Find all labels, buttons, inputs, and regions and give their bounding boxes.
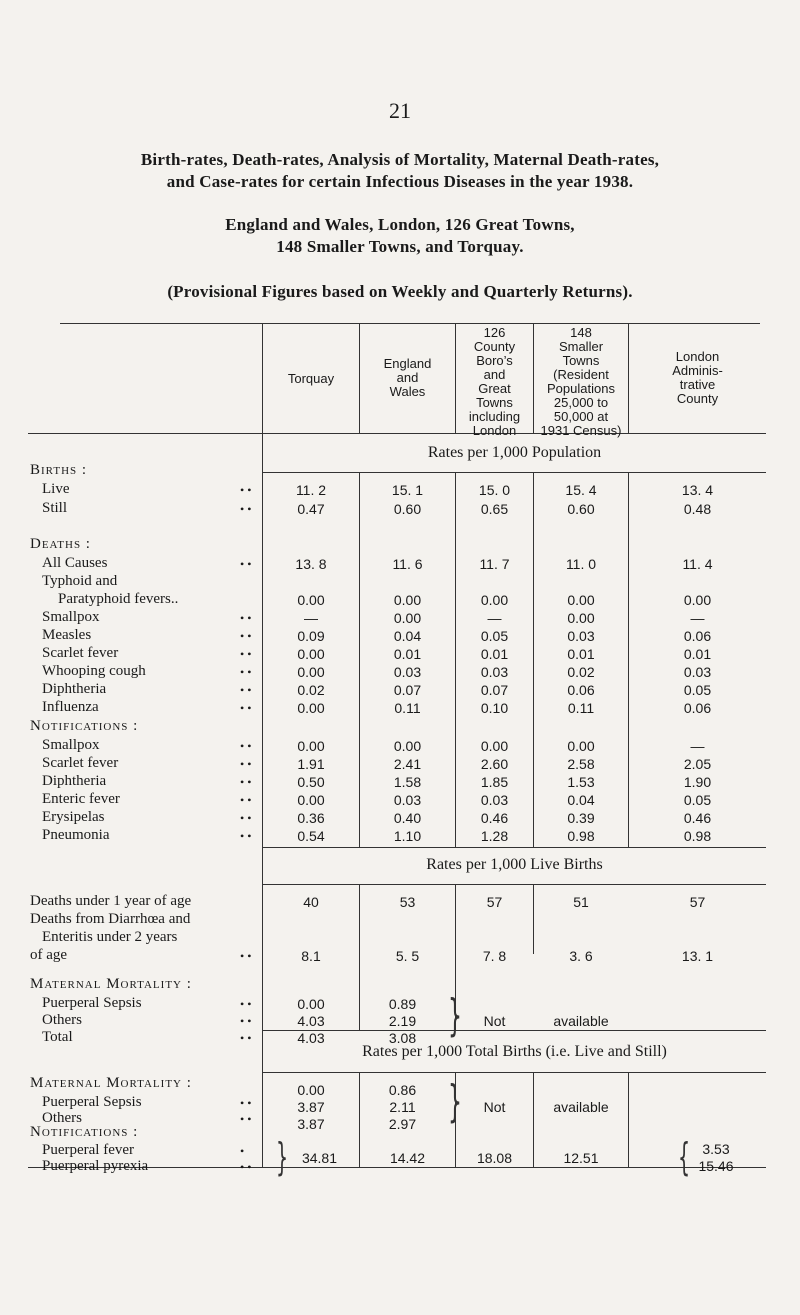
row-label: Smallpox — [42, 737, 100, 753]
leader-dots: • • — [240, 949, 252, 963]
cell: 0.60 — [393, 501, 422, 517]
cell: — — [487, 610, 502, 626]
cell: 0.54 — [297, 828, 325, 844]
cell: 0.03 — [393, 664, 422, 680]
row-label: Erysipelas — [42, 809, 105, 825]
cell: 11. 0 — [565, 556, 597, 572]
cell: 53 — [399, 894, 416, 910]
leader-dots: • • — [240, 775, 252, 789]
band-rates-population: Rates per 1,000 Population — [427, 444, 602, 461]
cell: 2.41 — [393, 756, 422, 772]
section-deaths: Deaths : — [30, 536, 91, 552]
title-line-1: Birth-rates, Death-rates, Analysis of Mortality, Maternal Death-rates, — [140, 150, 660, 169]
cell: 7. 8 — [482, 948, 507, 964]
cell: 0.00 — [297, 792, 325, 808]
cell: 0.11 — [394, 700, 421, 716]
cell: 0.89 — [388, 996, 417, 1012]
cell: 0.00 — [297, 1082, 325, 1098]
cell: 0.98 — [683, 828, 712, 844]
cell: 0.00 — [480, 592, 509, 608]
leader-dots: • • — [240, 647, 252, 661]
cell: 2.60 — [480, 756, 509, 772]
brace-left: { — [678, 1135, 691, 1179]
cell: 0.05 — [683, 792, 712, 808]
cell: 0.03 — [480, 664, 509, 680]
section-notifications: Notifications : — [30, 718, 139, 734]
row-label: Whooping cough — [42, 663, 146, 679]
row-label: Scarlet fever — [42, 755, 119, 771]
cell: — — [690, 610, 705, 626]
row-label: Others — [42, 1110, 82, 1126]
cell: 0.00 — [297, 700, 325, 716]
leader-dots: • • — [240, 483, 252, 497]
cell: 8.1 — [301, 948, 321, 964]
page-number: 21 — [389, 98, 411, 123]
cell: 0.00 — [393, 610, 422, 626]
leader-dots: • • — [240, 611, 252, 625]
cell: 12.51 — [563, 1150, 599, 1166]
row-label: Puerperal pyrexia — [42, 1158, 149, 1174]
cell: 0.50 — [297, 774, 325, 790]
brace-right: } — [448, 990, 462, 1041]
cell: 0.05 — [683, 682, 712, 698]
cell: 0.06 — [683, 628, 712, 644]
not-available-label: Not — [483, 1013, 506, 1029]
row-label: Enteric fever — [42, 791, 120, 807]
section-births: Births : — [30, 462, 88, 478]
row-label: Typhoid and — [42, 573, 118, 589]
subtitle-line-2: 148 Smaller Towns, and Torquay. — [276, 237, 524, 256]
col-head-148-towns: 148 Smaller Towns (Resident Populations 25,000 to 50,000 at 1931 Census) — [540, 325, 622, 438]
cell: 0.00 — [480, 738, 509, 754]
brace-right: } — [448, 1076, 462, 1127]
leader-dots: • • — [240, 1112, 252, 1126]
cell: 1.91 — [297, 756, 325, 772]
cell: 11. 7 — [479, 556, 510, 572]
cell: 3.08 — [388, 1030, 417, 1046]
title-line-2: and Case-rates for certain Infectious Diseases in the year 1938. — [166, 172, 634, 191]
header-bottom-rule — [28, 433, 766, 434]
cell: 1.85 — [480, 774, 509, 790]
row-label: Puerperal fever — [42, 1142, 135, 1158]
band2-top-rule — [263, 847, 766, 848]
row-label: All Causes — [42, 555, 108, 571]
cell: 0.01 — [393, 646, 422, 662]
cell: 4.03 — [297, 1030, 325, 1046]
leader-dots: • • — [240, 1031, 252, 1045]
cell: 0.06 — [683, 700, 712, 716]
cell: 1.90 — [683, 774, 712, 790]
cell: 0.00 — [393, 738, 422, 754]
cell: 0.65 — [480, 501, 509, 517]
leader-dots: • • — [240, 683, 252, 697]
cell: 11. 2 — [295, 482, 327, 498]
row-label: Puerperal Sepsis — [42, 995, 142, 1011]
cell: 0.40 — [393, 810, 422, 826]
cell: 3.53 — [702, 1141, 730, 1157]
leader-dots: • • — [240, 1160, 252, 1174]
cell: 57 — [486, 894, 503, 910]
cell: 1.58 — [393, 774, 422, 790]
cell: 15. 4 — [565, 482, 597, 498]
row-label: Enteritis under 2 years — [42, 929, 178, 945]
subtitle-line-3: (Provisional Figures based on Weekly and Quarterly Returns). — [167, 282, 633, 301]
cell: 0.09 — [297, 628, 325, 644]
brace-right: } — [276, 1135, 289, 1179]
table-top-rule — [60, 323, 760, 324]
cell: 4.03 — [297, 1013, 325, 1029]
leader-dots: • • — [240, 665, 252, 679]
cell: 0.03 — [480, 792, 509, 808]
cell: 0.03 — [567, 628, 595, 644]
cell: 14.42 — [389, 1150, 426, 1166]
cell: 0.05 — [480, 628, 509, 644]
cell: 0.39 — [567, 810, 595, 826]
cell: 13. 8 — [295, 556, 327, 572]
row-label: Deaths under 1 year of age — [30, 893, 192, 909]
col-head-england-wales: England and Wales — [383, 356, 432, 399]
row-label: Live — [42, 481, 70, 497]
cell: 5. 5 — [395, 948, 420, 964]
cell: 0.02 — [567, 664, 595, 680]
cell: 0.07 — [480, 682, 509, 698]
cell: 0.00 — [297, 738, 325, 754]
cell: 0.02 — [297, 682, 325, 698]
cell: 0.04 — [567, 792, 595, 808]
leader-dots: • • — [240, 557, 252, 571]
cell: 0.46 — [480, 810, 509, 826]
cell: 0.00 — [567, 610, 595, 626]
cell: 40 — [303, 894, 319, 910]
cell: 0.04 — [393, 628, 422, 644]
cell: 2.19 — [388, 1013, 417, 1029]
cell: 1.53 — [567, 774, 595, 790]
cell: 0.00 — [297, 996, 325, 1012]
cell: 0.00 — [297, 592, 325, 608]
cell: 0.07 — [393, 682, 422, 698]
cell: — — [690, 738, 705, 754]
leader-dots: • • — [240, 502, 252, 516]
cell: 1.10 — [393, 828, 422, 844]
band-rates-total-births: Rates per 1,000 Total Births (i.e. Live and Still) — [362, 1043, 667, 1060]
cell: 2.97 — [388, 1116, 417, 1132]
cell: 3.87 — [297, 1116, 325, 1132]
cell: 0.06 — [567, 682, 595, 698]
section-notifications-2: Notifications : — [30, 1124, 139, 1140]
cell: 0.98 — [567, 828, 595, 844]
row-label: Pneumonia — [42, 827, 110, 843]
cell: 0.00 — [297, 646, 325, 662]
cell: 0.46 — [683, 810, 712, 826]
band2-rule — [263, 884, 766, 885]
cell: 0.10 — [480, 700, 509, 716]
cell: 0.86 — [388, 1082, 417, 1098]
leader-dots: • • — [240, 811, 252, 825]
not-available-label: Not — [483, 1099, 506, 1115]
cell: 0.01 — [567, 646, 595, 662]
cell: — — [304, 610, 318, 626]
cell: 3. 6 — [569, 948, 593, 964]
cell: 15. 1 — [391, 482, 424, 498]
cell: 2.11 — [389, 1099, 416, 1115]
section-maternal-mortality-2: Maternal Mortality : — [30, 1075, 192, 1091]
cell: 0.00 — [567, 738, 595, 754]
leader-dots: • • — [240, 757, 252, 771]
cell: 13. 4 — [681, 482, 714, 498]
col-head-126-towns: 126 County Boro’s and Great Towns including London — [468, 325, 521, 438]
cell: 11. 4 — [682, 556, 713, 572]
leader-dots: • • — [240, 1096, 252, 1110]
band3-rule — [263, 1072, 766, 1073]
leader-dots: • • — [240, 701, 252, 715]
cell: 13. 1 — [681, 948, 714, 964]
row-label: Influenza — [42, 699, 99, 715]
row-label: Measles — [42, 627, 92, 643]
cell: 0.60 — [567, 501, 595, 517]
cell: 0.36 — [297, 810, 325, 826]
cell: 51 — [573, 894, 589, 910]
cell: 0.48 — [683, 501, 712, 517]
cell: 18.08 — [476, 1150, 513, 1166]
section-maternal-mortality-1: Maternal Mortality : — [30, 976, 192, 992]
cell: 0.01 — [480, 646, 509, 662]
row-label: Still — [42, 500, 68, 516]
row-label: Diphtheria — [42, 681, 107, 697]
cell: 0.00 — [683, 592, 712, 608]
cell: 1.28 — [480, 828, 509, 844]
cell: 0.00 — [297, 664, 325, 680]
cell: 11. 6 — [392, 556, 423, 572]
row-label: of age — [30, 947, 68, 963]
col-head-london: London Adminis- trative County — [672, 349, 723, 406]
cell: 0.00 — [567, 592, 595, 608]
cell: 0.47 — [297, 501, 325, 517]
cell: 0.03 — [393, 792, 422, 808]
leader-dots: • — [240, 1144, 245, 1158]
cell: 0.03 — [683, 664, 712, 680]
cell: 2.05 — [683, 756, 712, 772]
cell: 2.58 — [567, 756, 595, 772]
row-label: Total — [42, 1029, 73, 1045]
band-rates-live-births: Rates per 1,000 Live Births — [426, 856, 603, 873]
row-label: Diphtheria — [42, 773, 107, 789]
cell: 15. 0 — [478, 482, 511, 498]
row-label: Others — [42, 1012, 82, 1028]
cell: 0.01 — [683, 646, 712, 662]
leader-dots: • • — [240, 629, 252, 643]
leader-dots: • • — [240, 829, 252, 843]
subtitle-line-1: England and Wales, London, 126 Great Towns, — [225, 215, 575, 234]
not-available-label: available — [553, 1099, 609, 1115]
cell: 57 — [689, 894, 706, 910]
row-label: Deaths from Diarrhœa and — [30, 911, 191, 927]
cell: 3.87 — [297, 1099, 325, 1115]
leader-dots: • • — [240, 793, 252, 807]
cell: 15.46 — [698, 1158, 734, 1174]
row-label: Puerperal Sepsis — [42, 1094, 142, 1110]
leader-dots: • • — [240, 997, 252, 1011]
not-available-label: available — [553, 1013, 609, 1029]
leader-dots: • • — [240, 739, 252, 753]
col-rule-4c — [628, 1072, 629, 1167]
row-label: Paratyphoid fevers.. — [58, 591, 179, 607]
leader-dots: • • — [240, 1014, 252, 1028]
row-label: Scarlet fever — [42, 645, 119, 661]
row-label: Smallpox — [42, 609, 100, 625]
band1-rule — [263, 472, 766, 473]
cell: 0.11 — [567, 700, 595, 716]
cell: 34.81 — [301, 1150, 338, 1166]
cell: 0.00 — [393, 592, 422, 608]
col-head-torquay: Torquay — [287, 371, 335, 386]
